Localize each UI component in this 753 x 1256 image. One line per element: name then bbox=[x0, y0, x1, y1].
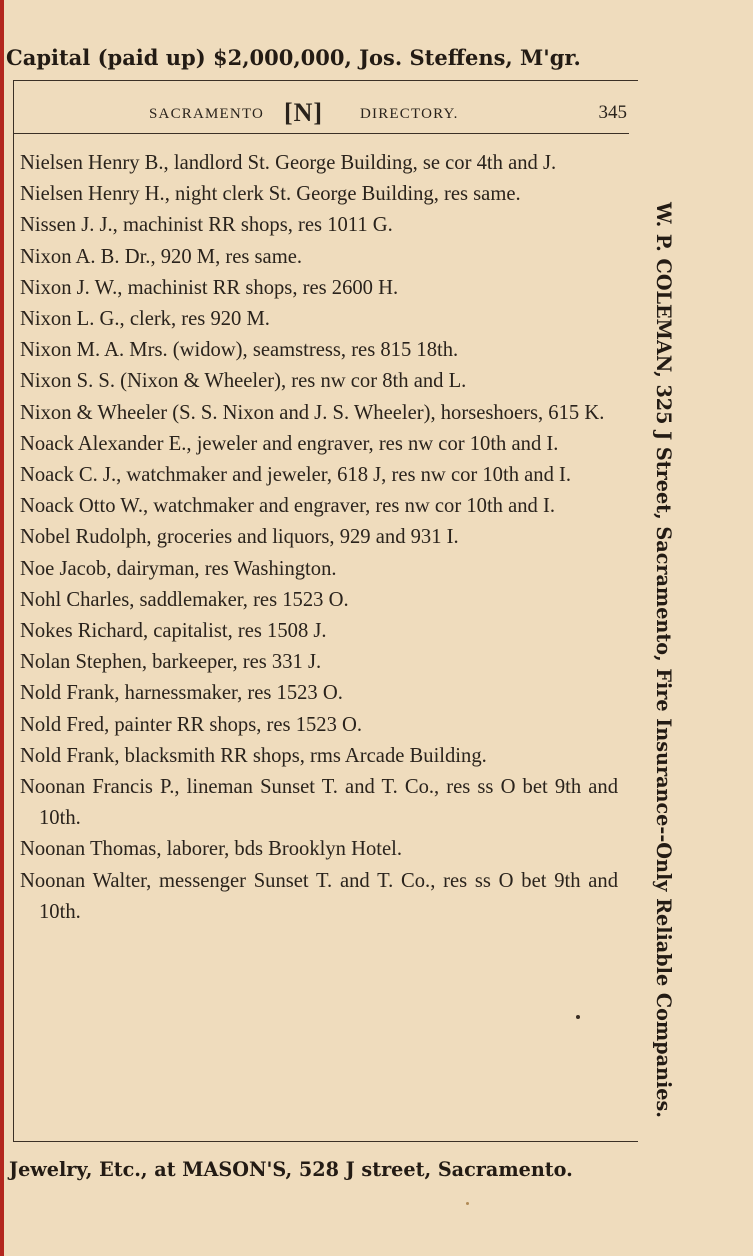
directory-entry: Noonan Francis P., lineman Sunset T. and T. Co., res ss O bet 9th and 10th. bbox=[20, 776, 618, 830]
top-advertisement: Capital (paid up) $2,000,000, Jos. Steffens, M'gr. bbox=[6, 45, 581, 70]
directory-entry: Nixon M. A. Mrs. (widow), seamstress, res 815 18th. bbox=[20, 339, 459, 362]
directory-entry: Noack Alexander E., jeweler and engraver, res nw cor 10th and I. bbox=[20, 432, 559, 455]
directory-entry: Nixon L. G., clerk, res 920 M. bbox=[20, 308, 270, 331]
page-number: 345 bbox=[598, 102, 627, 123]
directory-entry: Nixon S. S. (Nixon & Wheeler), res nw cor 8th and L. bbox=[20, 370, 467, 393]
directory-entry: Noack Otto W., watchmaker and engraver, res nw cor 10th and I. bbox=[20, 495, 556, 518]
directory-entry: Nobel Rudolph, groceries and liquors, 929 and 931 I. bbox=[20, 526, 459, 549]
directory-entry: Nold Frank, blacksmith RR shops, rms Arcade Building. bbox=[20, 744, 487, 767]
directory-entry: Noe Jacob, dairyman, res Washington. bbox=[20, 557, 337, 580]
directory-entry: Nolan Stephen, barkeeper, res 331 J. bbox=[20, 651, 322, 674]
directory-entry: Noack C. J., watchmaker and jeweler, 618 J, res nw cor 10th and I. bbox=[20, 464, 572, 487]
ink-speck bbox=[466, 1202, 469, 1205]
directory-entry: Nixon & Wheeler (S. S. Nixon and J. S. Wheeler), horseshoers, 615 K. bbox=[20, 401, 605, 424]
directory-entry: Nold Frank, harnessmaker, res 1523 O. bbox=[20, 682, 343, 705]
directory-page-frame bbox=[13, 80, 638, 1142]
header-letter: [N] bbox=[284, 98, 324, 127]
directory-entry: Noonan Thomas, laborer, bds Brooklyn Hotel. bbox=[20, 838, 403, 861]
directory-entry: Nielsen Henry H., night clerk St. George Building, res same. bbox=[20, 183, 521, 206]
side-advertisement: W. P. COLEMAN, 325 J Street, Sacramento, Fire Insurance--Only Reliable Companies. bbox=[652, 202, 675, 1118]
page-edge bbox=[0, 0, 4, 1256]
bottom-advertisement: Jewelry, Etc., at MASON'S, 528 J street, Sacramento. bbox=[9, 1158, 573, 1181]
ink-speck bbox=[576, 1015, 580, 1019]
directory-entry: Nixon A. B. Dr., 920 M, res same. bbox=[20, 245, 303, 268]
directory-entry: Nold Fred, painter RR shops, res 1523 O. bbox=[20, 713, 363, 736]
header-rule bbox=[14, 133, 629, 134]
directory-entry: Nielsen Henry B., landlord St. George Building, se cor 4th and J. bbox=[20, 152, 557, 174]
header-directory: DIRECTORY. bbox=[360, 106, 459, 122]
directory-entry: Nohl Charles, saddlemaker, res 1523 O. bbox=[20, 588, 349, 611]
header-city: SACRAMENTO bbox=[149, 106, 265, 122]
directory-entry: Nokes Richard, capitalist, res 1508 J. bbox=[20, 620, 327, 643]
directory-entry: Noonan Walter, messenger Sunset T. and T. Co., res ss O bet 9th and 10th. bbox=[20, 869, 618, 923]
directory-entry: Nixon J. W., machinist RR shops, res 2600 H. bbox=[20, 276, 399, 299]
directory-entries bbox=[20, 148, 618, 928]
running-header bbox=[14, 97, 638, 131]
directory-entry: Nissen J. J., machinist RR shops, res 1011 G. bbox=[20, 214, 393, 237]
